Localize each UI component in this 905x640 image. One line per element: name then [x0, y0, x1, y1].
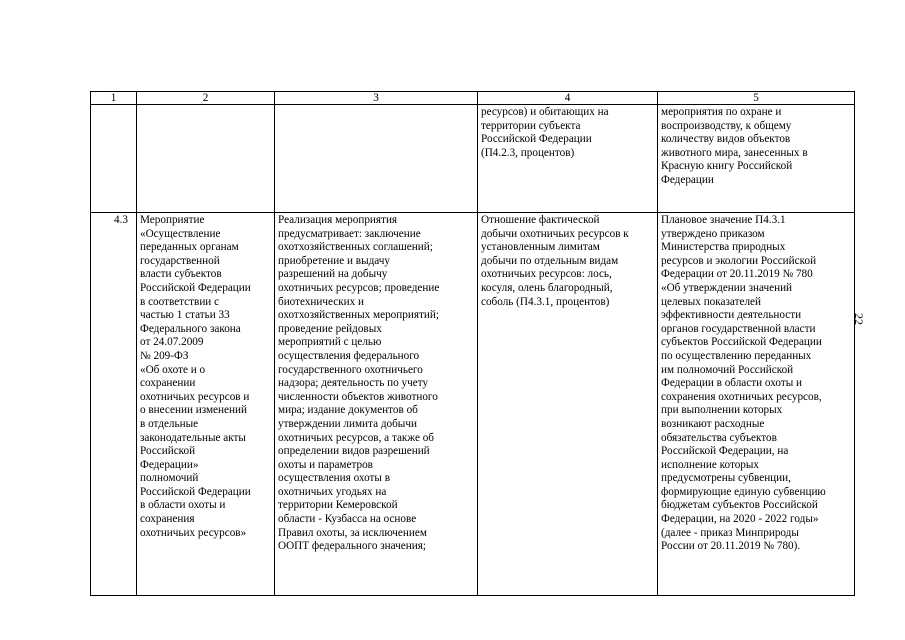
row-number: 4.3: [91, 213, 137, 596]
measure-description-cell: [275, 213, 478, 596]
basis-text: Плановое значение П4.3.1 утверждено приказом Министерства природных ресурсов и экологии Российской Федерации от 20.11.2019 № 780 «Об утверждении значений целевых показателей эффективности деятельности органов государственной власти субъектов Российской Федерации по осуществлению переданных им полномочий Российской Федерации в области охоты и сохранения охотничьих ресурсов, при выполнении которых возникают расходные обязательства субъектов Российской Федерации, на исполнение которых предусмотрены субвенции, формирующие единую субвенцию бюджетам субъектов Российской Федерации, на 2020 - 2022 годы» (далее - приказ Минприроды России от 20.11.2019 № 780).: [661, 214, 826, 553]
table-row: [91, 105, 855, 213]
basis-cell: [658, 213, 855, 596]
basis-text: мероприятия по охране и воспроизводству, к общему количеству видов объектов животного мира, занесенных в Красную книгу Российской Федерации: [661, 106, 808, 186]
header-col-1: 1: [91, 92, 137, 105]
indicator-text: ресурсов) и обитающих на территории субъекта Российской Федерации (П4.2.3, процентов): [481, 106, 609, 159]
measure-name-text: Мероприятие «Осуществление переданных органам государственной власти субъектов Российской Федерации в соответствии с частью 1 статьи 33 Федерального закона от 24.07.2009 № 209-ФЗ «Об охоте и о сохранении охотничьих ресурсов и о внесении изменений в отдельные законодательные акты Российской Федерации» полномочий Российской Федерации в области охоты и сохранения охотничьих ресурсов»: [140, 214, 251, 539]
page-number: 22: [852, 313, 866, 325]
header-col-3: 3: [275, 92, 478, 105]
indicator-cell: [478, 213, 658, 596]
table-row: [91, 213, 855, 596]
table-header-row: [91, 92, 855, 105]
header-col-2: 2: [137, 92, 275, 105]
row-number: [91, 105, 137, 213]
measure-name-cell: [137, 105, 275, 213]
indicator-text: Отношение фактической добычи охотничьих ресурсов к установленным лимитам добычи по отдельным видам охотничьих ресурсов: лось, косуля, олень благородный, соболь (П4.3.1, процентов): [481, 214, 629, 308]
measures-table: [90, 91, 855, 596]
measure-description-text: Реализация мероприятия предусматривает: заключение охотхозяйственных соглашений; приобретение и выдачу разрешений на добычу охотничьих ресурсов; проведение биотехнических и охотхозяйственных мероприятий; проведение рейдовых мероприятий с целью осуществления федерального государственного охотничьего надзора; деятельность по учету численности объектов животного мира; издание документов об утверждении лимита добычи охотничьих ресурсов, а также об определении видов разрешений охоты и параметров осуществления охоты в охотничьих угодьях на территории Кемеровской области - Кузбасса на основе Правил охоты, за исключением ООПТ федерального значения;: [278, 214, 440, 553]
basis-cell: [658, 105, 855, 213]
header-col-4: 4: [478, 92, 658, 105]
measure-name-cell: [137, 213, 275, 596]
measure-description-cell: [275, 105, 478, 213]
indicator-cell: [478, 105, 658, 213]
header-col-5: 5: [658, 92, 855, 105]
